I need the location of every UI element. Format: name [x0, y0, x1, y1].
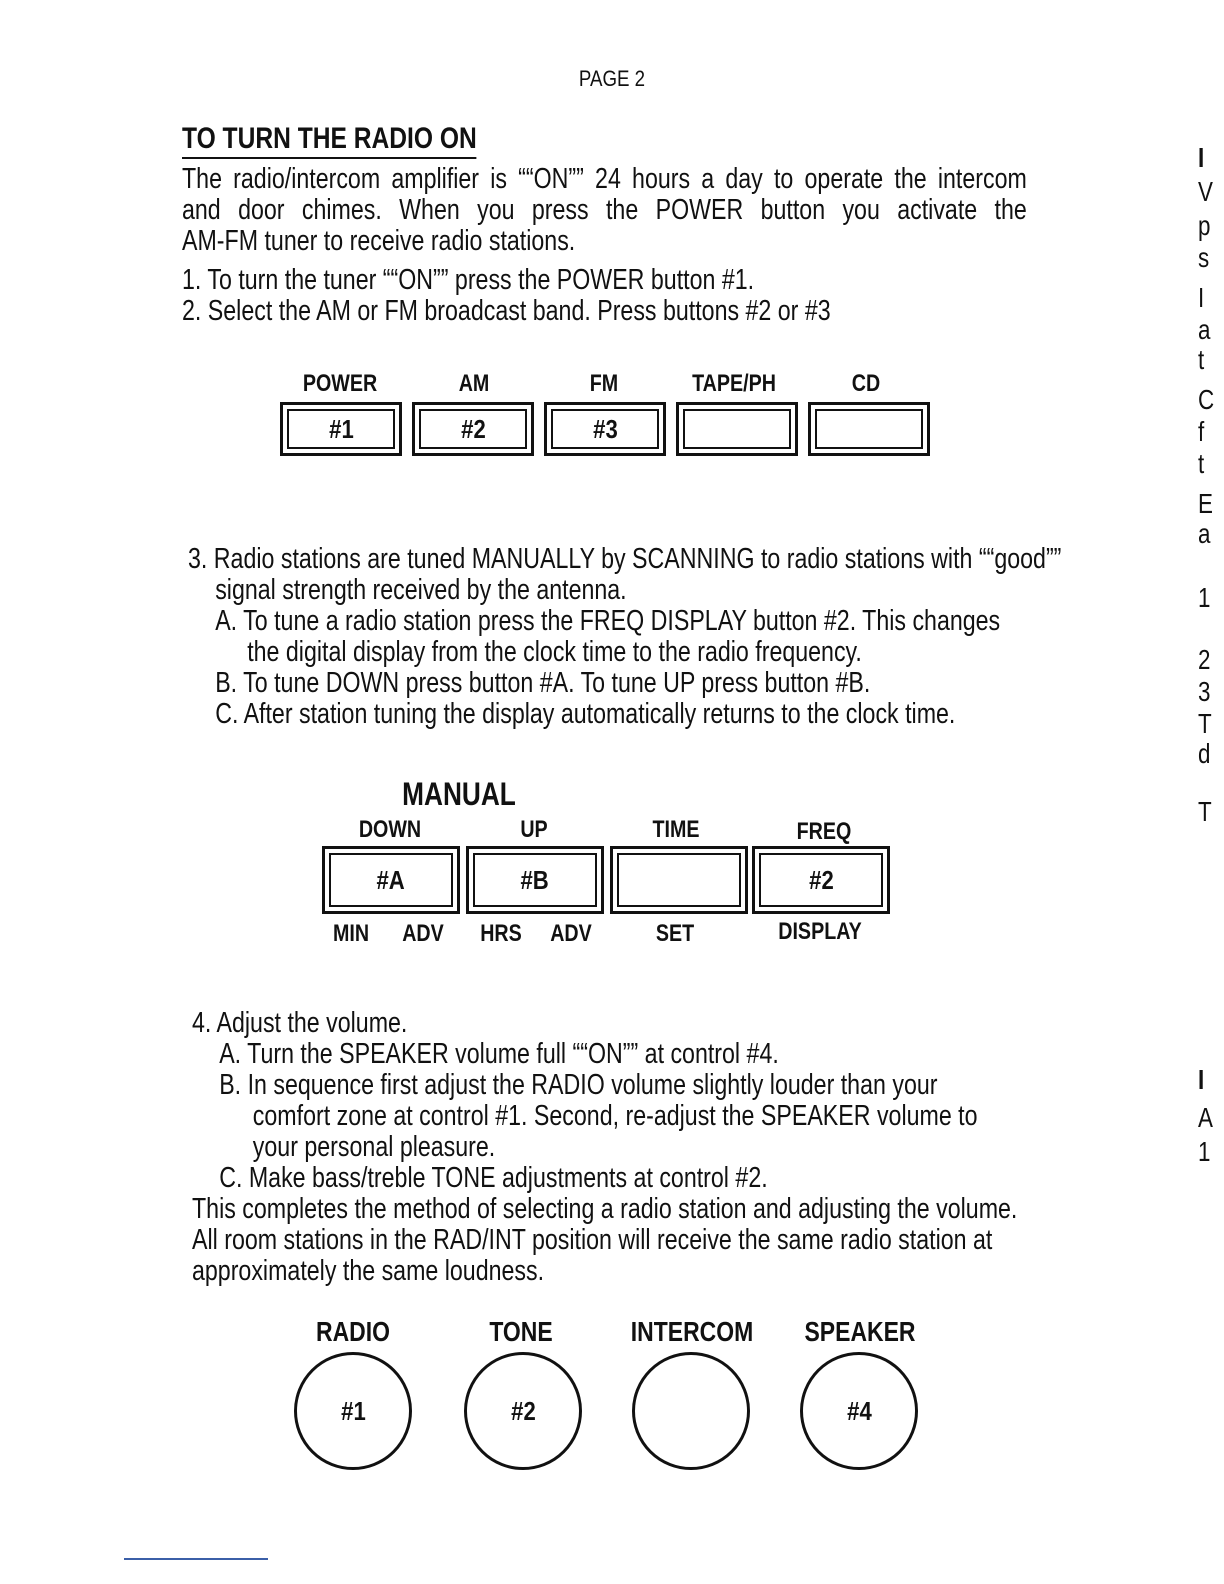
edge-char: 1 — [1198, 1136, 1211, 1167]
edge-char: T — [1198, 796, 1212, 827]
substep-b: B. In sequence first adjust the RADIO volume slightly louder than your — [219, 1069, 938, 1101]
edge-char: p — [1198, 210, 1211, 241]
cd-label: CD — [851, 370, 881, 397]
step-three — [188, 544, 1061, 730]
edge-char: T — [1198, 708, 1212, 739]
substep-c: C. After station tuning the display automatically returns to the clock time. — [215, 698, 956, 730]
edge-char: s — [1198, 242, 1210, 273]
substep-a: A. Turn the SPEAKER volume full ““ON”” at control #4. — [219, 1038, 779, 1070]
step-line: 4. Adjust the volume. — [192, 1007, 408, 1039]
am-button[interactable]: #2 — [412, 402, 534, 456]
fm-button[interactable]: #3 — [544, 402, 666, 456]
step-line: signal strength received by the antenna. — [215, 574, 627, 606]
intercom-label: INTERCOM — [630, 1316, 754, 1347]
step-line: your personal pleasure. — [252, 1131, 496, 1163]
radio-label: RADIO — [315, 1316, 390, 1347]
edge-char: I — [1198, 282, 1205, 313]
edge-char: f — [1198, 416, 1205, 447]
speaker-label: SPEAKER — [804, 1316, 916, 1347]
summary-line: This completes the method of selecting a radio station and adjusting the volume. — [192, 1193, 1018, 1225]
intro-line: and door chimes. When you press the POWER button you activate the — [182, 194, 1027, 226]
edge-char: 3 — [1198, 676, 1211, 707]
tape-ph-label: TAPE/PH — [692, 370, 776, 397]
freq-label: FREQ — [796, 818, 852, 845]
tape-ph-button[interactable] — [676, 402, 798, 456]
edge-char: E — [1198, 488, 1213, 519]
adv-label: ADV — [402, 920, 444, 947]
set-label: SET — [655, 920, 695, 947]
edge-char: C — [1198, 384, 1215, 415]
edge-char: I — [1198, 1064, 1205, 1095]
tune-up-button[interactable]: #B — [466, 846, 604, 914]
step-four — [192, 1008, 1017, 1287]
power-button[interactable]: #1 — [280, 402, 402, 456]
step-line: 2. Select the AM or FM broadcast band. Press buttons #2 or #3 — [182, 295, 831, 327]
up-label: UP — [520, 816, 548, 843]
edge-char: 1 — [1198, 582, 1211, 613]
edge-char: t — [1198, 344, 1205, 375]
speaker-volume-knob[interactable]: #4 — [800, 1352, 918, 1470]
edge-char: I — [1198, 142, 1205, 173]
step-line: comfort zone at control #1. Second, re-adjust the SPEAKER volume to — [252, 1100, 978, 1132]
min-label: MIN — [332, 920, 370, 947]
summary-line: All room stations in the RAD/INT position will receive the same radio station at — [192, 1224, 993, 1256]
intro-line: The radio/intercom amplifier is ““ON”” 24 hours a day to operate the intercom — [182, 163, 1027, 195]
substep-c: C. Make bass/treble TONE adjustments at control #2. — [219, 1162, 768, 1194]
edge-char: a — [1198, 518, 1211, 549]
intro-paragraph — [182, 164, 1027, 257]
tune-down-button[interactable]: #A — [322, 846, 460, 914]
down-label: DOWN — [358, 816, 422, 843]
edge-char: 2 — [1198, 644, 1211, 675]
freq-display-button[interactable]: #2 — [752, 846, 890, 914]
edge-char: A — [1198, 1102, 1213, 1133]
intro-line: AM-FM tuner to receive radio stations. — [182, 225, 576, 257]
am-label: AM — [458, 370, 490, 397]
substep-a: A. To tune a radio station press the FREQ DISPLAY button #2. This changes — [215, 605, 1001, 637]
step-line: 3. Radio stations are tuned MANUALLY by SCANNING to radio stations with ““good”” — [188, 543, 1062, 575]
intercom-knob[interactable] — [632, 1352, 750, 1470]
time-set-button[interactable] — [610, 846, 748, 914]
summary-line: approximately the same loudness. — [192, 1255, 545, 1287]
display-label: DISPLAY — [778, 918, 862, 945]
edge-char: a — [1198, 314, 1211, 345]
page-number: PAGE 2 — [578, 66, 646, 91]
bottom-rule — [124, 1558, 268, 1560]
tone-label: TONE — [489, 1316, 553, 1347]
time-label: TIME — [652, 816, 700, 843]
edge-char: V — [1198, 176, 1213, 207]
power-label: POWER — [302, 370, 378, 397]
steps-one-two — [182, 265, 831, 327]
edge-char: t — [1198, 448, 1205, 479]
edge-char: d — [1198, 738, 1211, 769]
hrs-label: HRS — [480, 920, 522, 947]
step-line: 1. To turn the tuner ““ON”” press the POWER button #1. — [182, 264, 755, 296]
radio-volume-knob[interactable]: #1 — [294, 1352, 412, 1470]
tone-knob[interactable]: #2 — [464, 1352, 582, 1470]
adv-label: ADV — [550, 920, 592, 947]
manual-group-label: MANUAL — [402, 776, 516, 812]
step-line: the digital display from the clock time to the radio frequency. — [247, 636, 862, 668]
substep-b: B. To tune DOWN press button #A. To tune UP press button #B. — [215, 667, 871, 699]
cd-button[interactable] — [808, 402, 930, 456]
section-heading: TO TURN THE RADIO ON — [182, 122, 477, 159]
fm-label: FM — [589, 370, 619, 397]
